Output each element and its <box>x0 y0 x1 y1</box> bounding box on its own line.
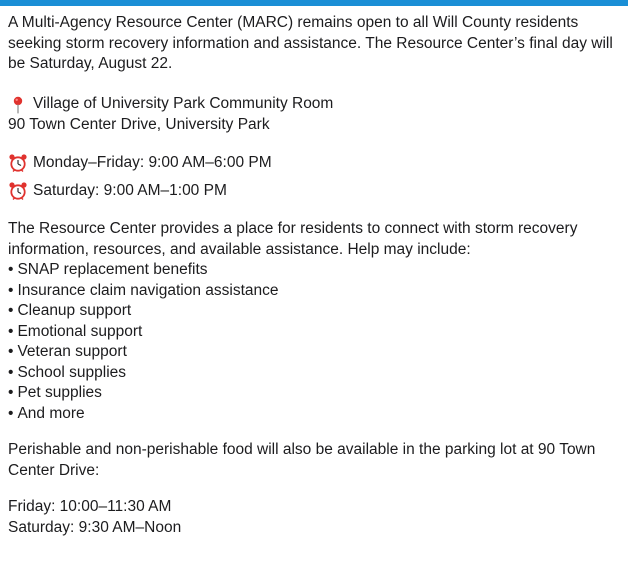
pin-icon <box>8 95 28 115</box>
post-body <box>8 13 620 538</box>
hours-line-weekdays <box>8 149 620 177</box>
hours-saturday-text: Saturday: 9:00 AM–1:00 PM <box>33 181 227 199</box>
list-item: • Veteran support <box>8 342 620 363</box>
location-name: Village of University Park Community Room <box>33 95 334 113</box>
services-intro: The Resource Center provides a place for residents to connect with storm recovery information, resources, and available assistance. Help may include: <box>8 220 578 258</box>
food-note: Perishable and non-perishable food will also be available in the parking lot at 90 Town Center Drive: <box>8 441 596 479</box>
intro-paragraph: A Multi-Agency Resource Center (MARC) remains open to all Will County residents seeking storm recovery information and assistance. The Resource Center’s final day will be Saturday, August 22. <box>8 14 613 72</box>
food-hours-saturday: Saturday: 9:30 AM–Noon <box>8 518 182 536</box>
hours-weekdays-text: Monday–Friday: 9:00 AM–6:00 PM <box>33 153 272 171</box>
alarm-clock-icon <box>8 153 28 173</box>
list-item: • Emotional support <box>8 322 620 343</box>
list-item: • Cleanup support <box>8 301 620 322</box>
list-item: • Pet supplies <box>8 383 620 404</box>
services-list <box>8 260 620 424</box>
hours-line-saturday <box>8 177 620 205</box>
alarm-clock-icon <box>8 181 28 201</box>
list-item: • And more <box>8 404 620 425</box>
food-hours-friday: Friday: 10:00–11:30 AM <box>8 498 172 515</box>
list-item: • School supplies <box>8 363 620 384</box>
list-item: • SNAP replacement benefits <box>8 260 620 281</box>
location-address: 90 Town Center Drive, University Park <box>8 115 270 133</box>
top-accent-bar <box>0 0 628 6</box>
list-item: • Insurance claim navigation assistance <box>8 281 620 302</box>
